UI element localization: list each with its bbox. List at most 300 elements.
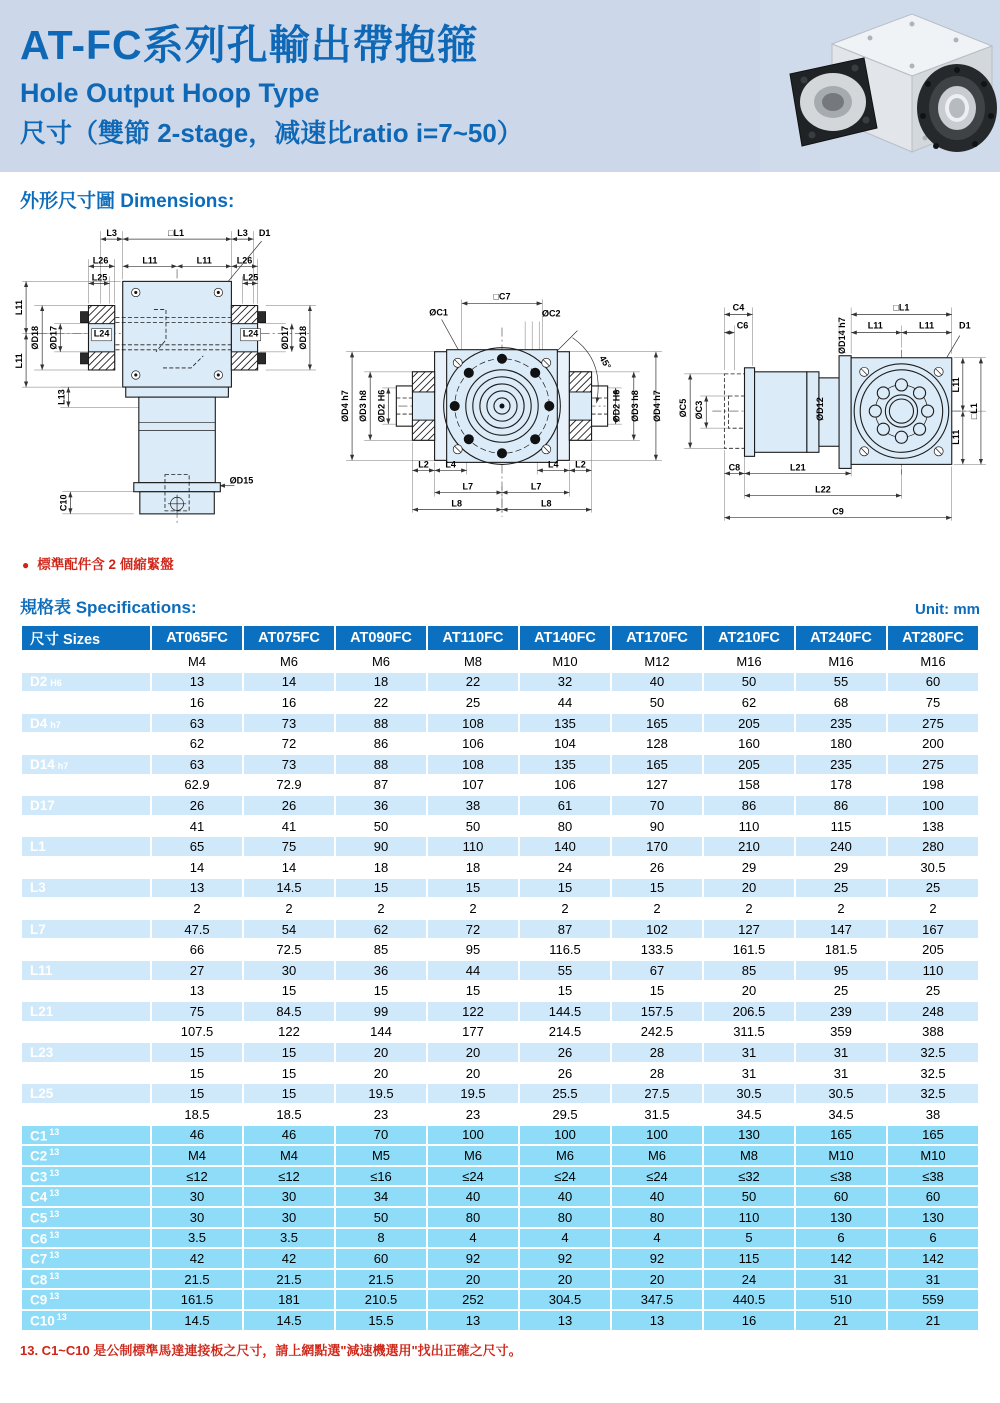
spec-cell: 26 (519, 1042, 611, 1063)
spec-cell: 2 (243, 898, 335, 919)
spec-cell: 32.5 (887, 1083, 979, 1104)
spec-cell: 240 (795, 836, 887, 857)
spec-cell: 15 (243, 1083, 335, 1104)
dimension-label: L25 (91, 272, 108, 283)
spec-cell: 42 (243, 1248, 335, 1269)
row-label: C2 $^{13}$ (21, 1145, 151, 1166)
spec-cell: 34.5 (703, 1104, 795, 1125)
spec-cell: 15 (243, 1063, 335, 1084)
spec-cell: 275 (887, 713, 979, 734)
spec-cell: 61 (519, 795, 611, 816)
spec-cell: 50 (335, 816, 427, 837)
spec-cell: 38 (427, 795, 519, 816)
spec-cell: M16 (795, 651, 887, 672)
spec-cell: 47.5 (151, 919, 243, 940)
spec-cell: 205 (703, 713, 795, 734)
spec-cell: 99 (335, 1001, 427, 1022)
spec-cell: 135 (519, 713, 611, 734)
unit-label: Unit: mm (915, 601, 980, 618)
row-label: L23 (21, 1042, 151, 1063)
spec-cell: 60 (335, 1248, 427, 1269)
spec-cell: 86 (795, 795, 887, 816)
spec-cell: 72 (243, 733, 335, 754)
spec-cell: 24 (519, 857, 611, 878)
spec-cell: 2 (427, 898, 519, 919)
spec-cell: 110 (703, 1207, 795, 1228)
dimension-label: C10 (58, 494, 69, 512)
spec-cell: 26 (243, 795, 335, 816)
spec-cell: 62 (335, 919, 427, 940)
dimension-label: C6 (736, 320, 749, 331)
spec-cell: 110 (887, 960, 979, 981)
spec-cell: 6 (887, 1228, 979, 1249)
spec-cell: 30 (243, 960, 335, 981)
dimension-label: 45° (597, 353, 613, 371)
row-label: L7 (21, 919, 151, 940)
subtitle-chinese: 尺寸（雙節 2-stage，减速比ratio i=7~50） (20, 118, 523, 148)
spec-cell: 34 (335, 1186, 427, 1207)
dimension-label: L11 (196, 255, 212, 266)
spec-cell: 2 (611, 898, 703, 919)
spec-cell: 170 (611, 836, 703, 857)
spec-cell: 25.5 (519, 1083, 611, 1104)
dimension-label: L3 (237, 228, 248, 239)
spec-cell: 100 (611, 1125, 703, 1146)
spec-cell: 275 (887, 754, 979, 775)
spec-cell: 198 (887, 775, 979, 796)
spec-cell: 147 (795, 919, 887, 940)
spec-cell: 26 (611, 857, 703, 878)
spec-cell: 181 (243, 1289, 335, 1310)
row-label: D2 H6 (21, 672, 151, 693)
dimension-label: L13 (56, 389, 67, 405)
spec-cell: M10 (795, 1145, 887, 1166)
spec-cell: 15 (427, 878, 519, 899)
spec-cell: 25 (887, 878, 979, 899)
spec-cell: 63 (151, 754, 243, 775)
dimension-label: L11 (950, 377, 961, 393)
spec-cell: 73 (243, 713, 335, 734)
row-label: L11 (21, 960, 151, 981)
spec-cell: 87 (519, 919, 611, 940)
dimension-label: L26 (92, 255, 109, 266)
dimension-label: L22 (815, 484, 831, 495)
spec-cell: M16 (703, 651, 795, 672)
spec-cell: 4 (611, 1228, 703, 1249)
spec-cell: 86 (335, 733, 427, 754)
spec-cell: 15 (335, 981, 427, 1002)
spec-cell: 72 (427, 919, 519, 940)
column-header: AT065FC (151, 625, 243, 651)
spec-cell: 160 (703, 733, 795, 754)
spec-cell: 128 (611, 733, 703, 754)
spec-cell: 161.5 (703, 939, 795, 960)
spec-cell: 138 (887, 816, 979, 837)
spec-cell: 144.5 (519, 1001, 611, 1022)
dimension-label: C4 (732, 302, 745, 313)
spec-cell: 16 (151, 692, 243, 713)
dimension-label: ØD17 (279, 325, 290, 350)
spec-cell: 41 (243, 816, 335, 837)
sizes-header: 尺寸 Sizes (21, 625, 151, 651)
accessory-note-text: 標準配件含 2 個縮緊盤 (37, 557, 174, 572)
spec-cell: 23 (335, 1104, 427, 1125)
spec-cell: 80 (427, 1207, 519, 1228)
column-header: AT110FC (427, 625, 519, 651)
spec-cell: M6 (519, 1145, 611, 1166)
spec-cell: 28 (611, 1042, 703, 1063)
spec-cell: 142 (795, 1248, 887, 1269)
spec-cell: 95 (427, 939, 519, 960)
spec-cell: 311.5 (703, 1022, 795, 1043)
spec-cell: 54 (243, 919, 335, 940)
spec-cell: 14.5 (243, 1310, 335, 1331)
spec-cell: 31 (887, 1269, 979, 1290)
column-header: AT090FC (335, 625, 427, 651)
row-label: L25 (21, 1083, 151, 1104)
spec-cell: 13 (151, 981, 243, 1002)
spec-cell: M10 (519, 651, 611, 672)
spec-heading-row (20, 593, 980, 618)
spec-cell: 13 (151, 878, 243, 899)
row-label: C8 $^{13}$ (21, 1269, 151, 1290)
specifications-table (20, 624, 980, 1332)
spec-cell: ≤12 (243, 1166, 335, 1187)
spec-cell: 18 (335, 672, 427, 693)
spec-cell: 50 (335, 1207, 427, 1228)
spec-cell: 62.9 (151, 775, 243, 796)
spec-cell: M6 (427, 1145, 519, 1166)
row-label: L13 (21, 981, 151, 1002)
spec-cell: 14.5 (243, 878, 335, 899)
spec-cell: 347.5 (611, 1289, 703, 1310)
spec-cell: 165 (611, 754, 703, 775)
drawings-area (0, 215, 1000, 545)
spec-cell: 14.5 (151, 1310, 243, 1331)
row-label: L22 (21, 1022, 151, 1043)
spec-cell: 210 (703, 836, 795, 857)
spec-cell: ≤24 (611, 1166, 703, 1187)
spec-cell: 50 (703, 672, 795, 693)
spec-cell: 13 (427, 1310, 519, 1331)
spec-cell: 115 (703, 1248, 795, 1269)
spec-cell: 107 (427, 775, 519, 796)
column-header: AT140FC (519, 625, 611, 651)
spec-cell: ≤38 (795, 1166, 887, 1187)
spec-cell: M5 (335, 1145, 427, 1166)
spec-cell: 26 (519, 1063, 611, 1084)
dimension-label: □L1 (893, 302, 910, 313)
spec-cell: M4 (151, 651, 243, 672)
spec-cell: 40 (611, 672, 703, 693)
row-label: C1 $^{13}$ (21, 1125, 151, 1146)
row-label: L24 (21, 1063, 151, 1084)
spec-cell: 50 (427, 816, 519, 837)
spec-cell: 280 (887, 836, 979, 857)
spec-cell: 19.5 (335, 1083, 427, 1104)
dimension-label: L24 (93, 328, 110, 339)
spec-cell: 73 (243, 754, 335, 775)
dimension-label: L21 (790, 462, 806, 473)
spec-cell: 140 (519, 836, 611, 857)
spec-cell: 200 (887, 733, 979, 754)
spec-cell: 31.5 (611, 1104, 703, 1125)
dimension-label: D1 (258, 228, 271, 239)
spec-cell: 127 (703, 919, 795, 940)
spec-cell: ≤16 (335, 1166, 427, 1187)
spec-cell: ≤12 (151, 1166, 243, 1187)
spec-cell: 68 (795, 692, 887, 713)
spec-cell: ≤38 (887, 1166, 979, 1187)
spec-cell: 66 (151, 939, 243, 960)
spec-cell: 23 (427, 1104, 519, 1125)
row-label: D1 (21, 651, 151, 672)
bullet-icon: ● (22, 558, 30, 572)
spec-cell: 510 (795, 1289, 887, 1310)
spec-cell: 2 (335, 898, 427, 919)
spec-cell: 165 (795, 1125, 887, 1146)
spec-cell: 115 (795, 816, 887, 837)
spec-cell: 80 (611, 1207, 703, 1228)
spec-cell: 18 (427, 857, 519, 878)
dimension-label: ØD18 (30, 325, 41, 350)
spec-cell: 13 (151, 672, 243, 693)
spec-cell: 60 (887, 1186, 979, 1207)
row-label: D12 (21, 733, 151, 754)
spec-cell: 205 (703, 754, 795, 775)
spec-cell: 32 (519, 672, 611, 693)
dimension-label: ØD3 h8 (358, 390, 369, 422)
spec-cell: 92 (427, 1248, 519, 1269)
spec-cell: 15 (243, 1042, 335, 1063)
row-label: C6 $^{13}$ (21, 1228, 151, 1249)
spec-cell: 15.5 (335, 1310, 427, 1331)
spec-cell: 25 (795, 981, 887, 1002)
spec-cell: 130 (795, 1207, 887, 1228)
spec-cell: 206.5 (703, 1001, 795, 1022)
column-header: AT210FC (703, 625, 795, 651)
product-photo (760, 0, 1000, 172)
spec-cell: 304.5 (519, 1289, 611, 1310)
spec-cell: 13 (519, 1310, 611, 1331)
spec-cell: 165 (887, 1125, 979, 1146)
row-label: L2 (21, 857, 151, 878)
spec-cell: 106 (427, 733, 519, 754)
dimension-label: ØD17 (48, 325, 59, 350)
spec-cell: 2 (519, 898, 611, 919)
spec-cell: 95 (795, 960, 887, 981)
spec-cell: 21.5 (243, 1269, 335, 1290)
accessory-note (22, 553, 1000, 573)
spec-cell: M12 (611, 651, 703, 672)
spec-cell: 24 (703, 1269, 795, 1290)
spec-cell: 142 (887, 1248, 979, 1269)
dimension-label: ØD4 h7 (651, 390, 662, 422)
spec-cell: 30 (243, 1207, 335, 1228)
spec-cell: 161.5 (151, 1289, 243, 1310)
top-view-drawing (662, 259, 994, 541)
spec-cell: 31 (703, 1042, 795, 1063)
front-view-drawing (12, 221, 324, 533)
spec-cell: 157.5 (611, 1001, 703, 1022)
dimension-label: L11 (14, 353, 25, 369)
spec-cell: 178 (795, 775, 887, 796)
spec-cell: 20 (427, 1063, 519, 1084)
spec-heading: 規格表 Specifications: (20, 598, 197, 617)
spec-cell: 116.5 (519, 939, 611, 960)
spec-cell: 80 (519, 1207, 611, 1228)
spec-cell: 4 (427, 1228, 519, 1249)
spec-cell: M4 (243, 1145, 335, 1166)
spec-cell: 16 (703, 1310, 795, 1331)
spec-cell: 40 (611, 1186, 703, 1207)
spec-cell: 122 (427, 1001, 519, 1022)
spec-cell: 8 (335, 1228, 427, 1249)
spec-cell: M4 (151, 1145, 243, 1166)
spec-cell: 75 (887, 692, 979, 713)
spec-cell: 440.5 (703, 1289, 795, 1310)
spec-cell: M6 (611, 1145, 703, 1166)
spec-cell: 29.5 (519, 1104, 611, 1125)
spec-cell: 235 (795, 713, 887, 734)
spec-cell: 14 (151, 857, 243, 878)
dimension-label: ØD15 (229, 475, 254, 486)
column-header: AT280FC (887, 625, 979, 651)
dimension-label: ØD4 h7 (340, 390, 351, 422)
spec-cell: 16 (243, 692, 335, 713)
spec-cell: 20 (335, 1042, 427, 1063)
row-label: C4 $^{13}$ (21, 1186, 151, 1207)
spec-cell: M16 (887, 651, 979, 672)
spec-cell: 5 (703, 1228, 795, 1249)
spec-cell: 15 (519, 981, 611, 1002)
dimension-label: L24 (242, 328, 259, 339)
spec-cell: ≤24 (427, 1166, 519, 1187)
row-label: C7 $^{13}$ (21, 1248, 151, 1269)
spec-cell: 50 (703, 1186, 795, 1207)
row-label: C10 $^{13}$ (21, 1310, 151, 1331)
row-label: C3 $^{13}$ (21, 1166, 151, 1187)
spec-cell: 144 (335, 1022, 427, 1043)
spec-cell: 31 (795, 1063, 887, 1084)
spec-cell: 2 (151, 898, 243, 919)
spec-cell: 60 (887, 672, 979, 693)
row-label: L4 (21, 898, 151, 919)
spec-cell: 88 (335, 713, 427, 734)
spec-cell: 18.5 (243, 1104, 335, 1125)
spec-cell: 38 (887, 1104, 979, 1125)
spec-cell: ≤32 (703, 1166, 795, 1187)
row-label: L3 (21, 878, 151, 899)
spec-cell: 15 (427, 981, 519, 1002)
spec-cell: 20 (519, 1269, 611, 1290)
row-label: D4 h7 (21, 713, 151, 734)
spec-cell: 21 (795, 1310, 887, 1331)
spec-cell: 44 (427, 960, 519, 981)
spec-cell: M6 (335, 651, 427, 672)
spec-cell: 104 (519, 733, 611, 754)
spec-cell: 127 (611, 775, 703, 796)
spec-cell: 248 (887, 1001, 979, 1022)
spec-cell: 55 (519, 960, 611, 981)
dimension-label: D1 (959, 320, 971, 331)
spec-cell: 32.5 (887, 1042, 979, 1063)
spec-cell: 62 (151, 733, 243, 754)
spec-cell: 36 (335, 960, 427, 981)
spec-cell: 181.5 (795, 939, 887, 960)
spec-cell: 67 (611, 960, 703, 981)
spec-cell: 21 (887, 1310, 979, 1331)
spec-cell: 239 (795, 1001, 887, 1022)
page-title: AT-FC系列孔輸出帶抱箍 (20, 22, 479, 68)
spec-cell: 20 (427, 1269, 519, 1290)
spec-cell: 2 (703, 898, 795, 919)
spec-cell: 100 (887, 795, 979, 816)
spec-cell: 46 (151, 1125, 243, 1146)
spec-cell: 80 (519, 816, 611, 837)
spec-cell: 133.5 (611, 939, 703, 960)
spec-cell: 165 (611, 713, 703, 734)
spec-cell: 14 (243, 857, 335, 878)
spec-cell: 88 (335, 754, 427, 775)
row-label: D3 h8 (21, 692, 151, 713)
spec-cell: 62 (703, 692, 795, 713)
dimension-label: C9 (832, 506, 844, 517)
dimensions-heading: 外形尺寸圖 Dimensions: (20, 191, 235, 212)
footnote: 13. C1~C10 是公制標準馬達連接板之尺寸，請上網點選"減速機選用"找出正確之尺寸。 (20, 1342, 522, 1358)
dimension-label: L2 (575, 459, 586, 470)
spec-cell: 70 (335, 1125, 427, 1146)
row-label: L1 (21, 836, 151, 857)
spec-cell: 15 (151, 1063, 243, 1084)
spec-cell: M8 (703, 1145, 795, 1166)
spec-cell: 31 (795, 1042, 887, 1063)
spec-cell: 15 (151, 1083, 243, 1104)
spec-cell: 31 (795, 1269, 887, 1290)
spec-cell: 63 (151, 713, 243, 734)
spec-cell: 110 (703, 816, 795, 837)
spec-cell: 30 (243, 1186, 335, 1207)
row-label: D17 (21, 795, 151, 816)
spec-cell: 90 (335, 836, 427, 857)
spec-cell: 235 (795, 754, 887, 775)
subtitle-english: Hole Output Hoop Type (20, 78, 320, 108)
spec-cell: 158 (703, 775, 795, 796)
spec-cell: 27 (151, 960, 243, 981)
spec-cell: M8 (427, 651, 519, 672)
spec-cell: 72.5 (243, 939, 335, 960)
spec-cell: 3.5 (151, 1228, 243, 1249)
spec-cell: 180 (795, 733, 887, 754)
dimension-label: ØD12 (814, 397, 825, 421)
column-header: AT240FC (795, 625, 887, 651)
row-label: L8 (21, 939, 151, 960)
spec-cell: 85 (335, 939, 427, 960)
spec-cell: 65 (151, 836, 243, 857)
spec-cell: 26 (151, 795, 243, 816)
spec-cell: 2 (887, 898, 979, 919)
spec-cell: 135 (519, 754, 611, 775)
spec-cell: 30 (151, 1186, 243, 1207)
spec-cell: 50 (611, 692, 703, 713)
spec-cell: 3.5 (243, 1228, 335, 1249)
dimension-label: ØD18 (297, 325, 308, 350)
spec-cell: 29 (703, 857, 795, 878)
spec-cell: 46 (243, 1125, 335, 1146)
spec-cell: 25 (887, 981, 979, 1002)
dimension-label: ØC5 (678, 398, 689, 418)
spec-cell: M6 (243, 651, 335, 672)
